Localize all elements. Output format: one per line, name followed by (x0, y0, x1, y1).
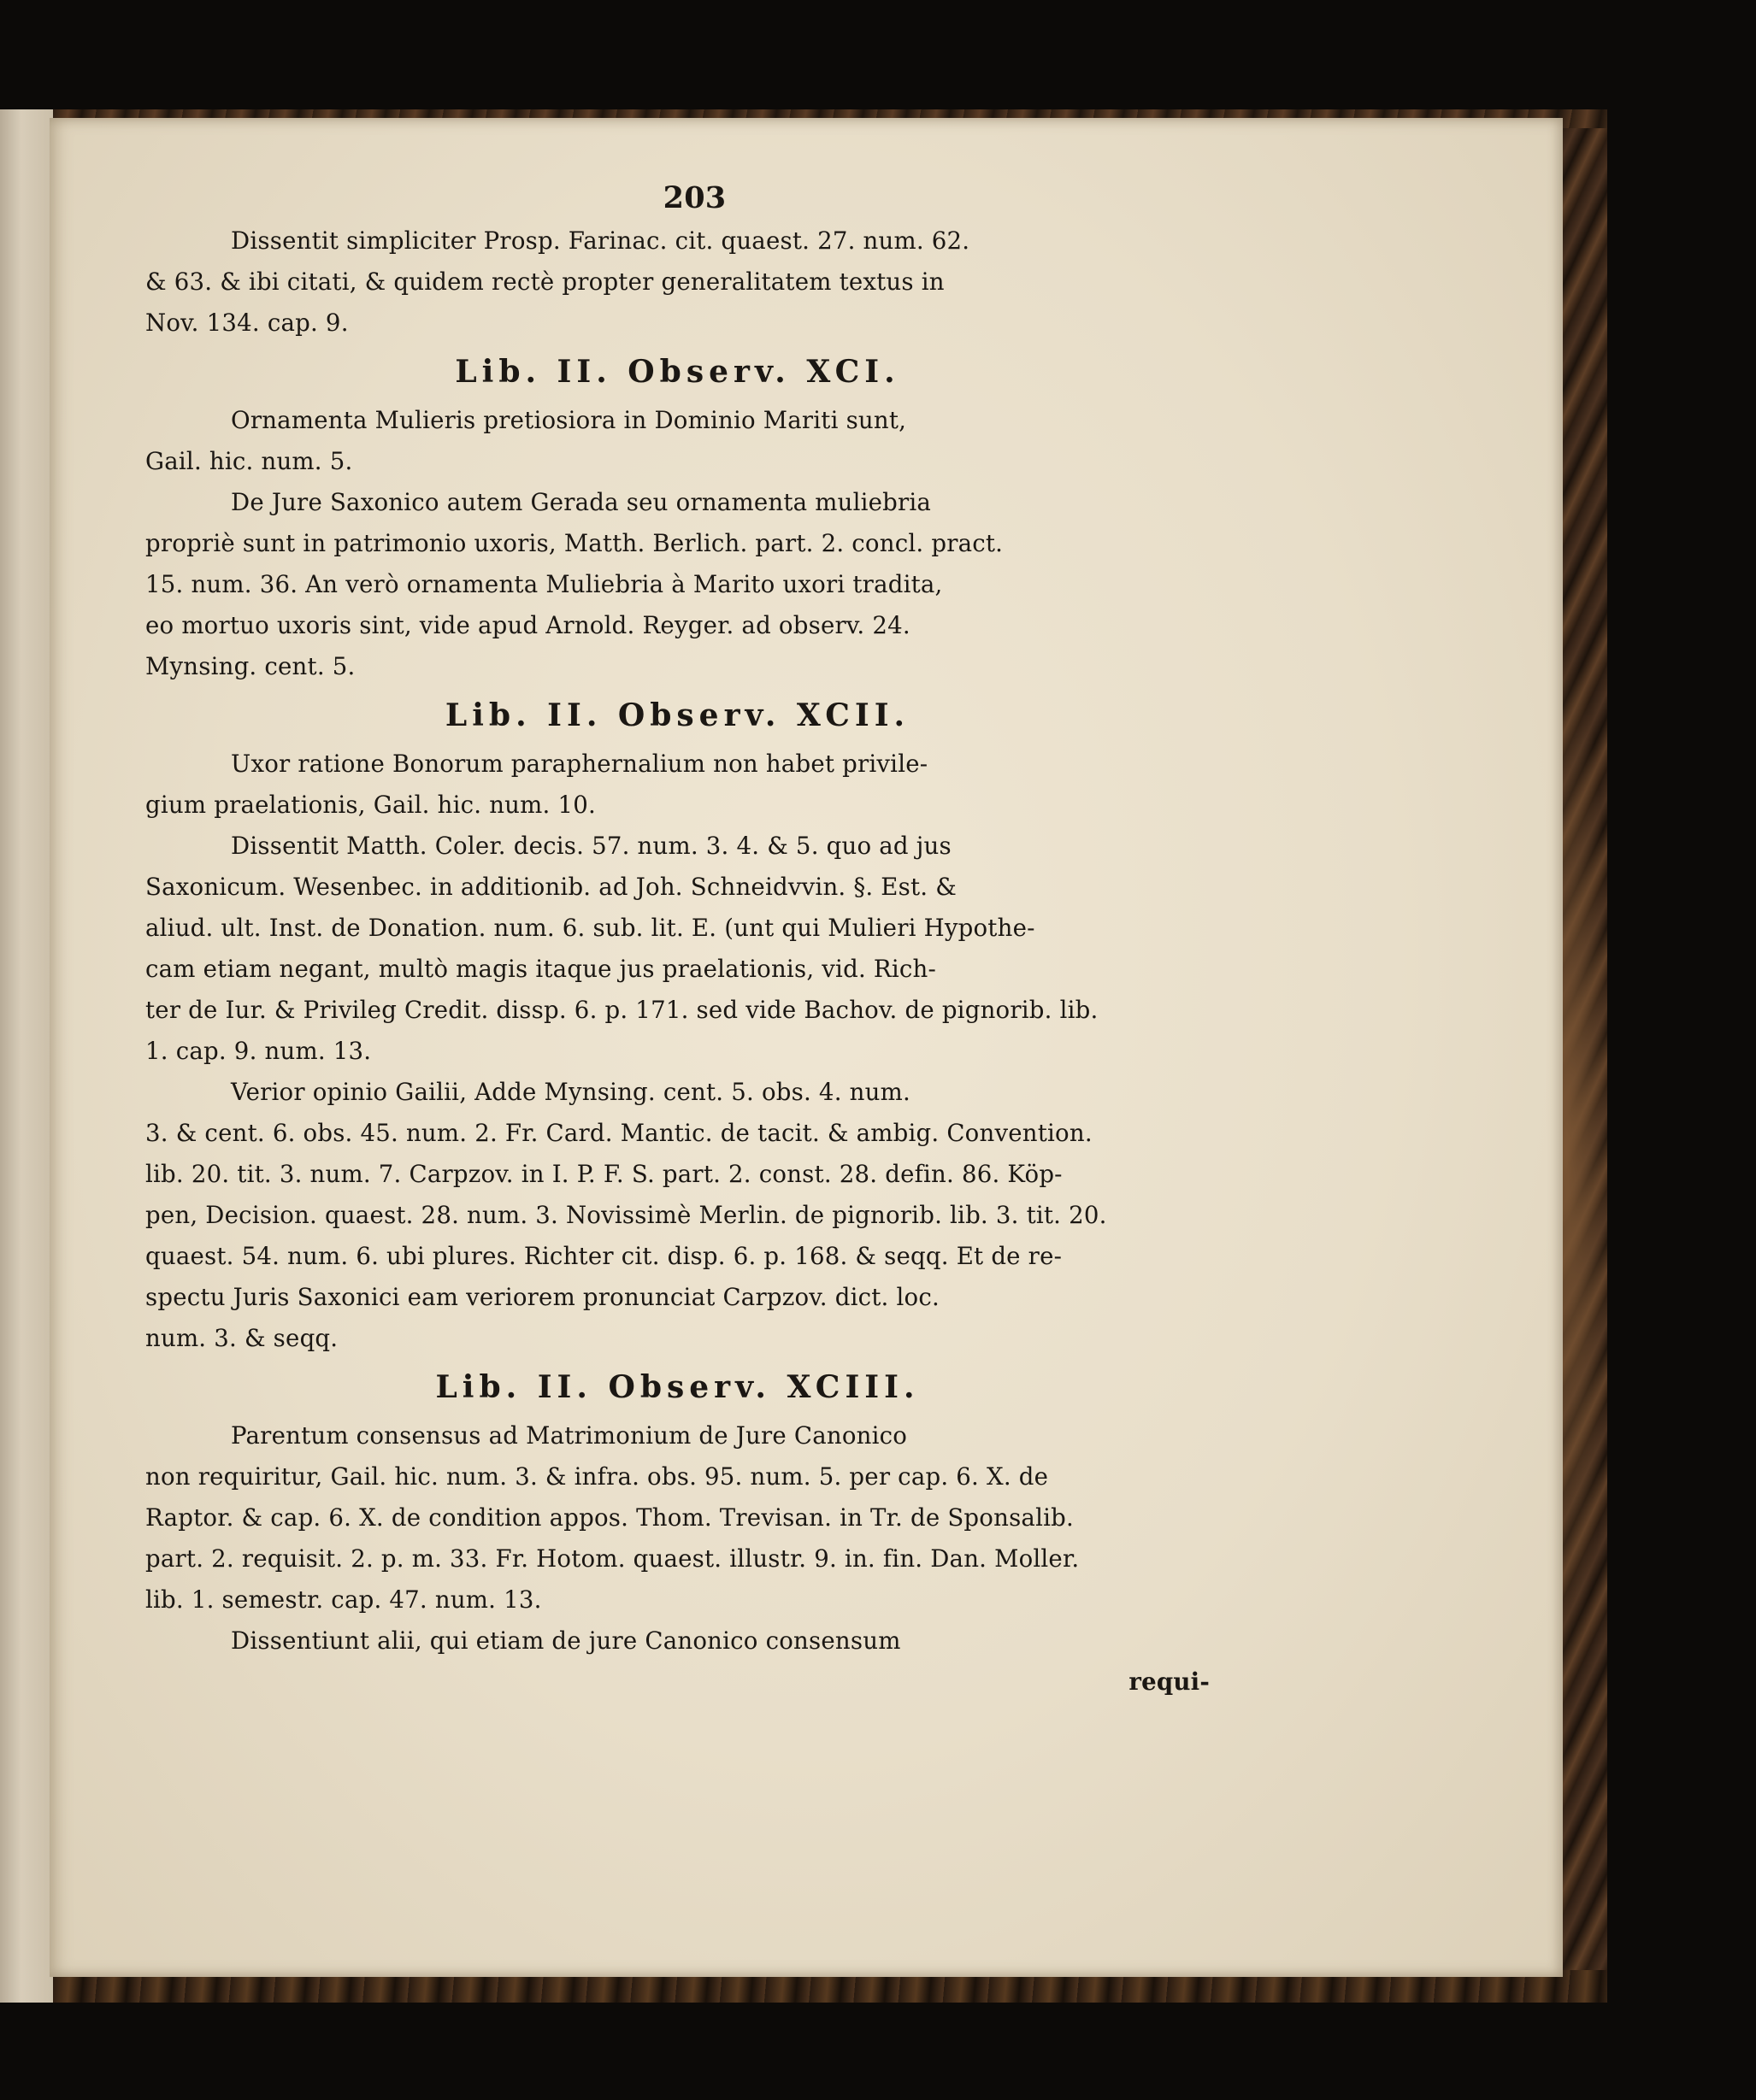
binding-edge (0, 109, 53, 2003)
text-line: num. 3. & seqq. (145, 1324, 339, 1352)
text-line: spectu Juris Saxonici eam veriorem pronunciat Carpzov. dict. loc. (145, 1283, 940, 1311)
text-line: Verior opinio Gailii, Adde Mynsing. cent. 5. obs. 4. num. (231, 1078, 910, 1106)
text-line: & 63. & ibi citati, & quidem rectè propter generalitatem textus in (145, 268, 945, 296)
text-line: cam etiam negant, multò magis itaque jus praelationis, vid. Rich- (145, 955, 937, 983)
text-line: lib. 20. tit. 3. num. 7. Carpzov. in I. P. F. S. part. 2. const. 28. defin. 86. Köp- (145, 1160, 1063, 1188)
text-line: eo mortuo uxoris sint, vide apud Arnold. Reyger. ad observ. 24. (145, 611, 910, 639)
page-text-block (145, 179, 1210, 1703)
text-line: 3. & cent. 6. obs. 45. num. 2. Fr. Card. Mantic. de tacit. & ambig. Convention. (145, 1119, 1093, 1147)
observation-heading: Lib. II. Observ. XCII. (445, 697, 910, 733)
text-line: non requiritur, Gail. hic. num. 3. & infra. obs. 95. num. 5. per cap. 6. X. de (145, 1462, 1049, 1491)
text-line: Mynsing. cent. 5. (145, 652, 356, 680)
text-line: Ornamenta Mulieris pretiosiora in Dominio Mariti sunt, (231, 406, 907, 434)
text-line: propriè sunt in patrimonio uxoris, Matth. Berlich. part. 2. concl. pract. (145, 529, 1004, 557)
text-line: Raptor. & cap. 6. X. de condition appos. Thom. Trevisan. in Tr. de Sponsalib. (145, 1503, 1074, 1532)
text-lines (145, 221, 1210, 1662)
catchword: requi- (1128, 1668, 1210, 1696)
text-line: Saxonicum. Wesenbec. in additionib. ad Joh. Schneidvvin. §. Est. & (145, 873, 958, 901)
text-line: Dissentit Matth. Coler. decis. 57. num. 3. 4. & 5. quo ad jus (231, 832, 952, 860)
text-line: 15. num. 36. An verò ornamenta Muliebria à Marito uxori tradita, (145, 570, 943, 598)
text-line: 1. cap. 9. num. 13. (145, 1037, 372, 1065)
text-line: De Jure Saxonico autem Gerada seu ornamenta muliebria (231, 488, 932, 516)
text-line: gium praelationis, Gail. hic. num. 10. (145, 791, 596, 819)
text-line: part. 2. requisit. 2. p. m. 33. Fr. Hotom. quaest. illustr. 9. in. fin. Dan. Moller. (145, 1544, 1080, 1573)
text-line: pen, Decision. quaest. 28. num. 3. Novissimè Merlin. de pignorib. lib. 3. tit. 20. (145, 1201, 1107, 1229)
text-line: Dissentit simpliciter Prosp. Farinac. cit. quaest. 27. num. 62. (231, 226, 970, 255)
text-line: Gail. hic. num. 5. (145, 447, 353, 475)
page-number: 203 (663, 180, 727, 215)
text-line: lib. 1. semestr. cap. 47. num. 13. (145, 1585, 542, 1614)
text-line: aliud. ult. Inst. de Donation. num. 6. sub. lit. E. (unt qui Mulieri Hypothe- (145, 914, 1035, 942)
text-line: Parentum consensus ad Matrimonium de Jure Canonico (231, 1421, 908, 1450)
text-line: Uxor ratione Bonorum paraphernalium non habet privile- (231, 750, 928, 778)
observation-heading: Lib. II. Observ. XCI. (455, 354, 900, 390)
text-line: quaest. 54. num. 6. ubi plures. Richter cit. disp. 6. p. 168. & seqq. Et de re- (145, 1242, 1063, 1270)
text-line: Dissentiunt alii, qui etiam de jure Canonico consensum (231, 1626, 901, 1655)
text-line: ter de Iur. & Privileg Credit. dissp. 6. p. 171. sed vide Bachov. de pignorib. lib. (145, 996, 1099, 1024)
text-line: Nov. 134. cap. 9. (145, 309, 349, 337)
observation-heading: Lib. II. Observ. XCIII. (435, 1369, 920, 1405)
